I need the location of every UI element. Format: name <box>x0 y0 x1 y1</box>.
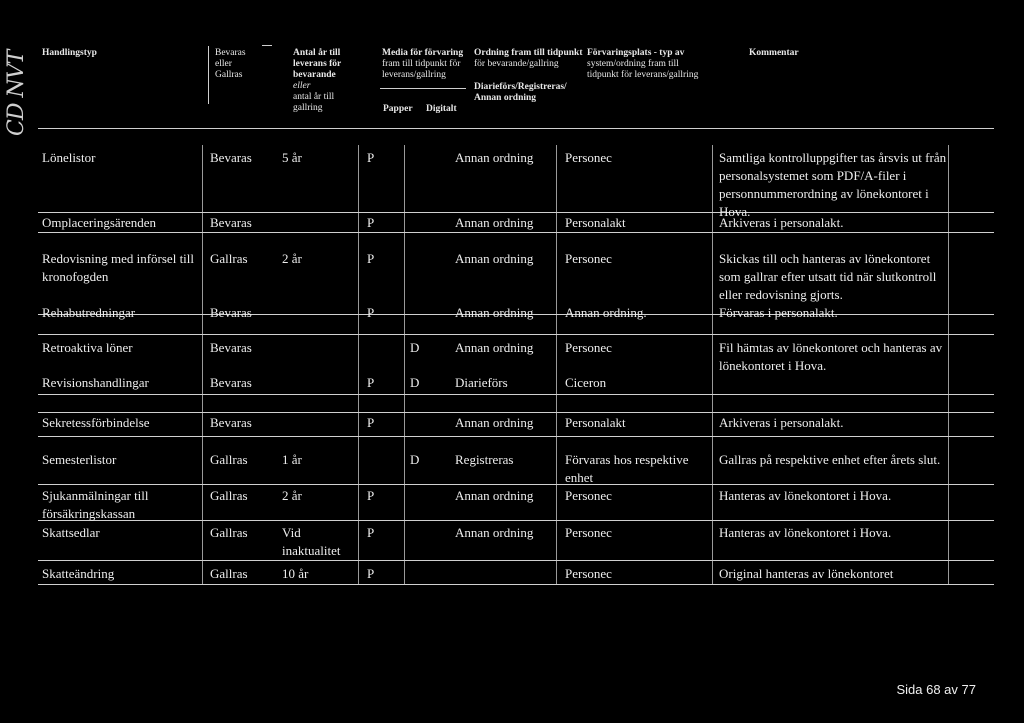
cell-action: Gallras <box>210 566 248 581</box>
cell-action: Bevaras <box>210 215 252 230</box>
page-number: Sida 68 av 77 <box>896 682 976 697</box>
cell-comment: Hanteras av lönekontoret i Hova. <box>719 525 892 540</box>
cell-storage: Personalakt <box>565 215 626 230</box>
cell-order: Annan ordning <box>455 215 534 230</box>
cell-document-type: Sjukanmälningar till försäkringskassan <box>42 488 149 521</box>
cell-paper: P <box>367 215 375 230</box>
cell-action: Gallras <box>210 488 248 503</box>
cell-storage: Personec <box>565 251 612 266</box>
row-separator <box>38 412 994 413</box>
header-col-order: Ordning fram till tidpunkt för bevarande/gallring <box>474 48 583 69</box>
cell-years: 2 år <box>282 488 302 503</box>
cell-storage: Personec <box>565 488 612 503</box>
cell-document-type: Retroaktiva löner <box>42 340 133 355</box>
cell-paper: P <box>367 488 375 503</box>
cell-comment: Fil hämtas av lönekontoret och hanteras av lönekontoret i Hova. <box>719 340 943 373</box>
cell-storage: Ciceron <box>565 375 607 390</box>
cell-comment: Skickas till och hanteras av lönekontoret som gallrar efter utsatt tid när slutkontroll eller redovisning gjorts. <box>719 251 937 302</box>
cell-order: Registreras <box>455 452 514 467</box>
cell-action: Bevaras <box>210 375 252 390</box>
grid-line <box>556 145 557 585</box>
cell-action: Bevaras <box>210 150 252 165</box>
header-divider <box>208 46 209 104</box>
handwritten-margin-note: CD NVT <box>4 50 29 136</box>
cell-storage: Personec <box>565 525 612 540</box>
cell-paper: P <box>367 415 375 430</box>
cell-paper: P <box>367 566 375 581</box>
row-separator <box>38 436 994 437</box>
cell-order: Annan ordning <box>455 525 534 540</box>
cell-years: 2 år <box>282 251 302 266</box>
header-col-media-paper: Papper <box>383 104 413 114</box>
cell-action: Gallras <box>210 525 248 540</box>
cell-storage: Personec <box>565 150 612 165</box>
cell-comment: Original hanteras av lönekontoret <box>719 566 894 581</box>
cell-paper: P <box>367 525 375 540</box>
cell-action: Bevaras <box>210 415 252 430</box>
grid-line <box>948 145 949 585</box>
grid-line <box>202 145 203 585</box>
cell-document-type: Redovisning med införsel till kronofogden <box>42 251 195 284</box>
header-col-keep-or-discard: Bevaras eller Gallras <box>215 48 246 80</box>
cell-document-type: Semesterlistor <box>42 452 117 467</box>
cell-storage: Personalakt <box>565 415 626 430</box>
cell-order: Annan ordning <box>455 340 534 355</box>
row-separator <box>38 584 994 585</box>
cell-action: Gallras <box>210 251 248 266</box>
header-col-media: Media för förvaring fram till tidpunkt för leverans/gallring <box>382 48 464 80</box>
cell-comment: Samtliga kontrolluppgifter tas årsvis ut från personalsystemet som PDF/A-filer i personnummerordning av lönekontoret i Hova. <box>719 150 947 219</box>
grid-line <box>358 145 359 585</box>
cell-years: Vid inaktualitet <box>282 525 341 558</box>
header-col-storage: Förvaringsplats - typ av system/ordning fram till tidpunkt för leverans/gallring <box>587 48 699 80</box>
cell-paper: P <box>367 305 375 320</box>
cell-document-type: Skattsedlar <box>42 525 100 540</box>
grid-line <box>712 145 713 585</box>
cell-paper: P <box>367 150 375 165</box>
cell-years: 1 år <box>282 452 302 467</box>
cell-order: Annan ordning <box>455 415 534 430</box>
cell-order: Annan ordning <box>455 305 534 320</box>
cell-paper: P <box>367 375 375 390</box>
cell-storage: Personec <box>565 566 612 581</box>
cell-order: Annan ordning <box>455 150 534 165</box>
row-separator <box>38 334 994 335</box>
cell-paper: P <box>367 251 375 266</box>
cell-comment: Arkiveras i personalakt. <box>719 415 844 430</box>
cell-digital: D <box>410 452 420 467</box>
header-col-years: Antal år till leverans för bevarande eller antal år till gallring <box>293 48 342 113</box>
cell-action: Bevaras <box>210 305 252 320</box>
cell-document-type: Rehabutredningar <box>42 305 136 320</box>
cell-storage: Förvaras hos respektive enhet <box>565 452 689 485</box>
cell-order: Annan ordning <box>455 251 534 266</box>
header-col-document-type: Handlingstyp <box>42 48 97 58</box>
cell-document-type: Revisionshandlingar <box>42 375 149 390</box>
cell-document-type: Lönelistor <box>42 150 96 165</box>
row-separator <box>38 560 994 561</box>
row-separator <box>38 484 994 485</box>
cell-order: Diarieförs <box>455 375 508 390</box>
header-bottom-rule <box>38 128 994 129</box>
cell-comment: Hanteras av lönekontoret i Hova. <box>719 488 892 503</box>
cell-document-type: Omplaceringsärenden <box>42 215 157 230</box>
cell-digital: D <box>410 340 420 355</box>
cell-action: Bevaras <box>210 340 252 355</box>
grid-line <box>404 145 405 585</box>
header-col-comment: Kommentar <box>749 48 799 58</box>
cell-document-type: Sekretessförbindelse <box>42 415 150 430</box>
cell-comment: Förvaras i personalakt. <box>719 305 838 320</box>
cell-digital: D <box>410 375 420 390</box>
row-separator <box>38 394 994 395</box>
row-separator <box>38 232 994 233</box>
cell-storage: Personec <box>565 340 612 355</box>
cell-comment: Gallras på respektive enhet efter årets slut. <box>719 452 941 467</box>
header-media-divider <box>380 88 466 89</box>
header-col-media-digital: Digitalt <box>426 104 457 114</box>
cell-years: 10 år <box>282 566 309 581</box>
cell-action: Gallras <box>210 452 248 467</box>
header-col-order-sub: Diarieförs/Registreras/ Annan ordning <box>474 82 567 103</box>
cell-order: Annan ordning <box>455 488 534 503</box>
cell-document-type: Skatteändring <box>42 566 115 581</box>
cell-years: 5 år <box>282 150 302 165</box>
cell-comment: Arkiveras i personalakt. <box>719 215 844 230</box>
header-tick <box>262 45 272 46</box>
cell-storage: Annan ordning. <box>565 305 647 320</box>
